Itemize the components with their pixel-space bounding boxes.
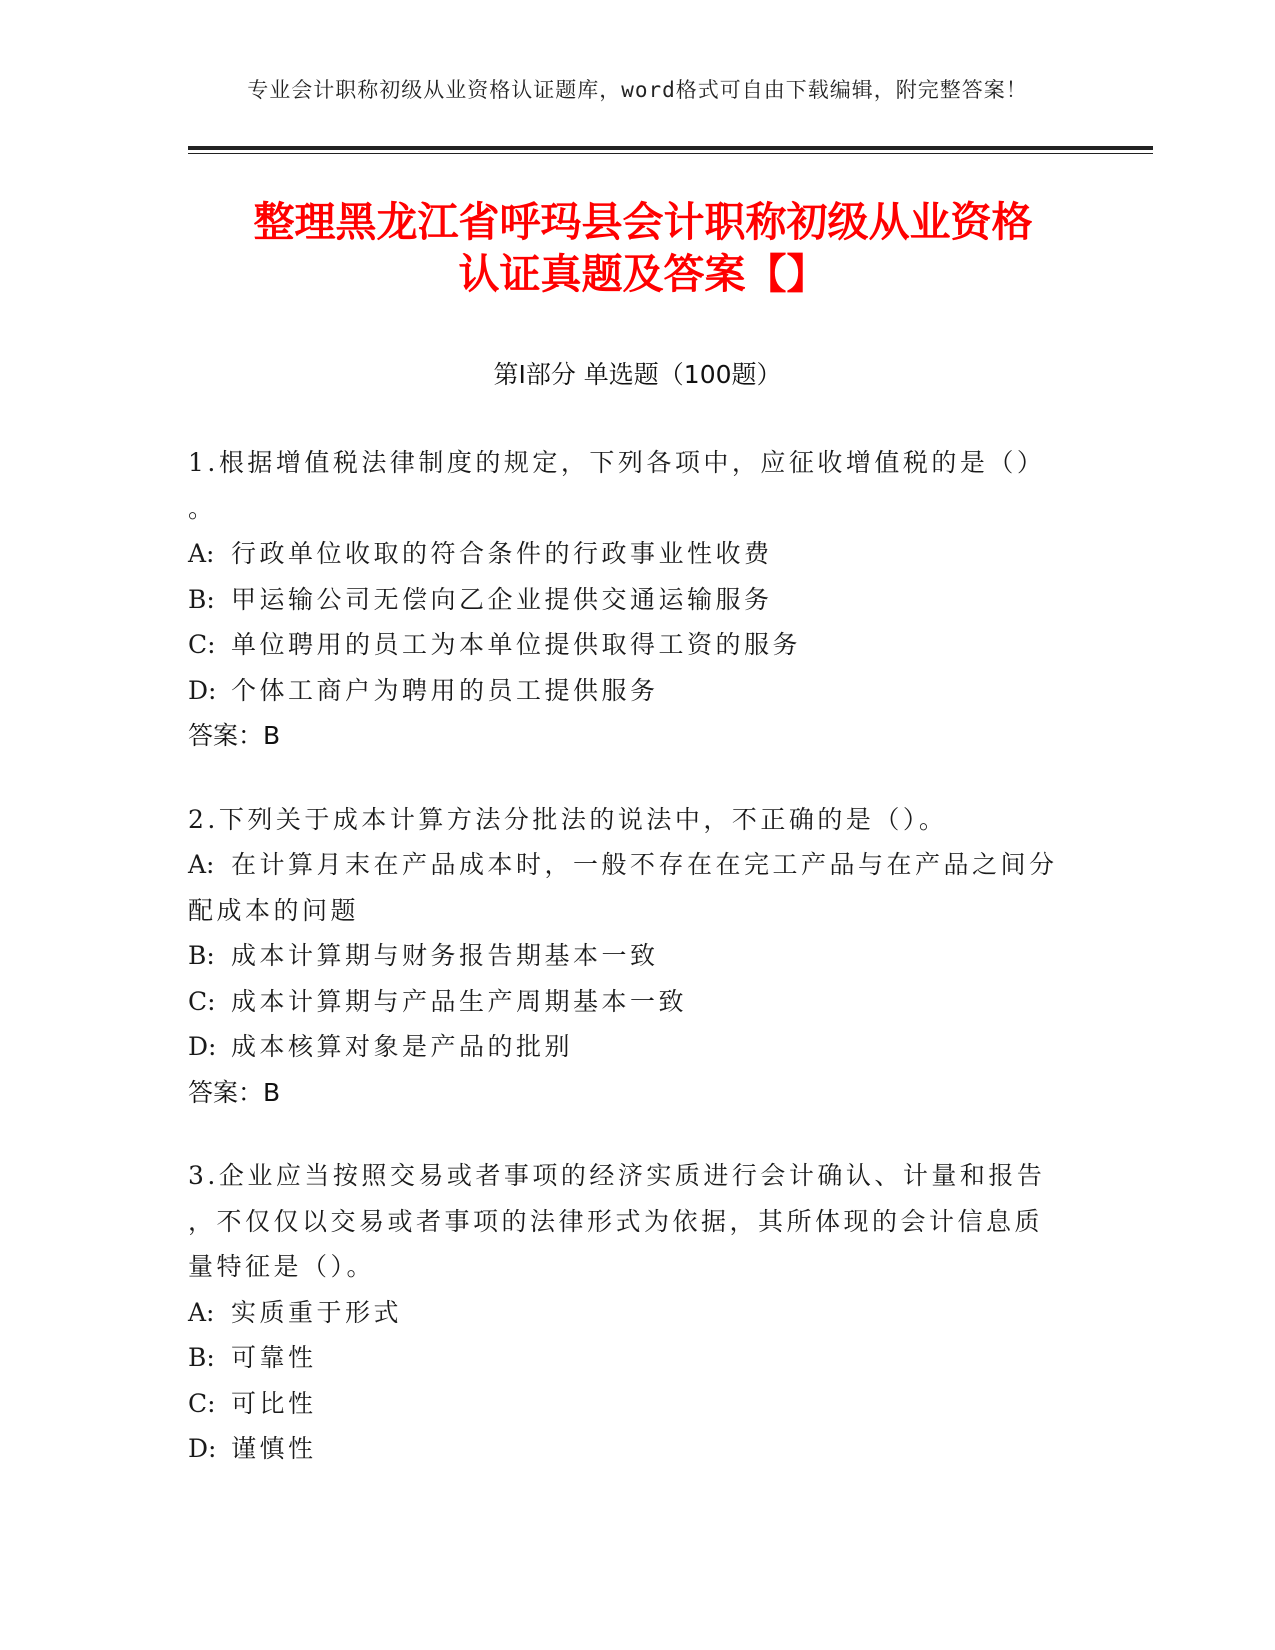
- option-letter: D:: [188, 1434, 217, 1463]
- question-2-option-a: [188, 842, 1088, 888]
- question-3-text-line-1: 3.企业应当按照交易或者事项的经济实质进行会计确认、计量和报告: [188, 1161, 1046, 1190]
- option-letter: C:: [188, 1388, 216, 1418]
- question-2-option-b: [188, 933, 1088, 979]
- option-text: 可靠性: [231, 1343, 317, 1372]
- header-divider-thick: [188, 146, 1153, 150]
- option-text: 成本计算期与财务报告期基本一致: [231, 941, 659, 970]
- option-text: 在计算月末在产品成本时，一般不存在在完工产品与在产品之间分: [231, 850, 1058, 879]
- document-title: [188, 196, 1098, 300]
- section-title: 第Ⅰ部分 单选题（100题）: [493, 360, 782, 389]
- question-1-option-d: [188, 668, 1088, 714]
- option-letter: A:: [188, 850, 215, 879]
- question-3-option-c: [188, 1381, 1088, 1427]
- option-text: 行政单位收取的符合条件的行政事业性收费: [231, 539, 773, 568]
- question-1-answer: 答案：B: [188, 721, 281, 750]
- question-2-answer: 答案：B: [188, 1077, 281, 1107]
- header-note: 专业会计职称初级从业资格认证题库，word格式可自由下载编辑，附完整答案！: [247, 78, 1028, 102]
- option-letter: B:: [188, 584, 215, 614]
- question-3: [188, 1153, 1088, 1472]
- option-letter: C:: [188, 630, 216, 659]
- option-text: 单位聘用的员工为本单位提供取得工资的服务: [231, 630, 802, 659]
- option-letter: C:: [188, 986, 216, 1016]
- option-letter: B:: [188, 941, 215, 970]
- question-2-option-d: [188, 1024, 1088, 1070]
- question-2-option-c: [188, 979, 1088, 1025]
- question-3-option-a: [188, 1290, 1088, 1336]
- option-letter: A:: [188, 1297, 215, 1327]
- document-title-line-1: 整理黑龙江省呼玛县会计职称初级从业资格: [253, 198, 1033, 246]
- header-divider-thin: [188, 153, 1153, 154]
- option-text: 成本计算期与产品生产周期基本一致: [231, 986, 688, 1016]
- question-1-option-c: [188, 622, 1088, 668]
- question-3-option-d: [188, 1426, 1088, 1472]
- question-1-option-b: [188, 577, 1088, 623]
- option-letter: D:: [188, 1032, 217, 1061]
- question-2-text-line-1: 2.下列关于成本计算方法分批法的说法中，不正确的是（）。: [188, 804, 948, 834]
- option-text: 甲运输公司无偿向乙企业提供交通运输服务: [231, 584, 773, 614]
- option-text: 实质重于形式: [231, 1297, 403, 1327]
- question-1-option-a: [188, 531, 1088, 577]
- option-text: 成本核算对象是产品的批别: [231, 1032, 574, 1061]
- question-1-text-line-2: 。: [188, 493, 217, 523]
- question-2-option-a-continued: 配成本的问题: [188, 895, 360, 925]
- question-3-text-line-3: 量特征是（）。: [188, 1252, 376, 1281]
- option-letter: D:: [188, 675, 217, 705]
- option-letter: A:: [188, 539, 215, 568]
- question-list: [188, 440, 1088, 1510]
- question-1-text-line-1: 1.根据增值税法律制度的规定，下列各项中，应征收增值税的是（）: [188, 448, 1046, 477]
- document-title-line-2: 认证真题及答案【】: [458, 250, 828, 298]
- option-letter: B:: [188, 1343, 215, 1372]
- question-3-text-line-2: ，不仅仅以交易或者事项的法律形式为依据，其所体现的会计信息质: [188, 1206, 1044, 1236]
- question-2: [188, 797, 1088, 1116]
- option-text: 谨慎性: [231, 1434, 317, 1463]
- option-text: 可比性: [231, 1388, 317, 1418]
- question-3-option-b: [188, 1335, 1088, 1381]
- option-text: 个体工商户为聘用的员工提供服务: [231, 675, 659, 705]
- question-1: [188, 440, 1088, 759]
